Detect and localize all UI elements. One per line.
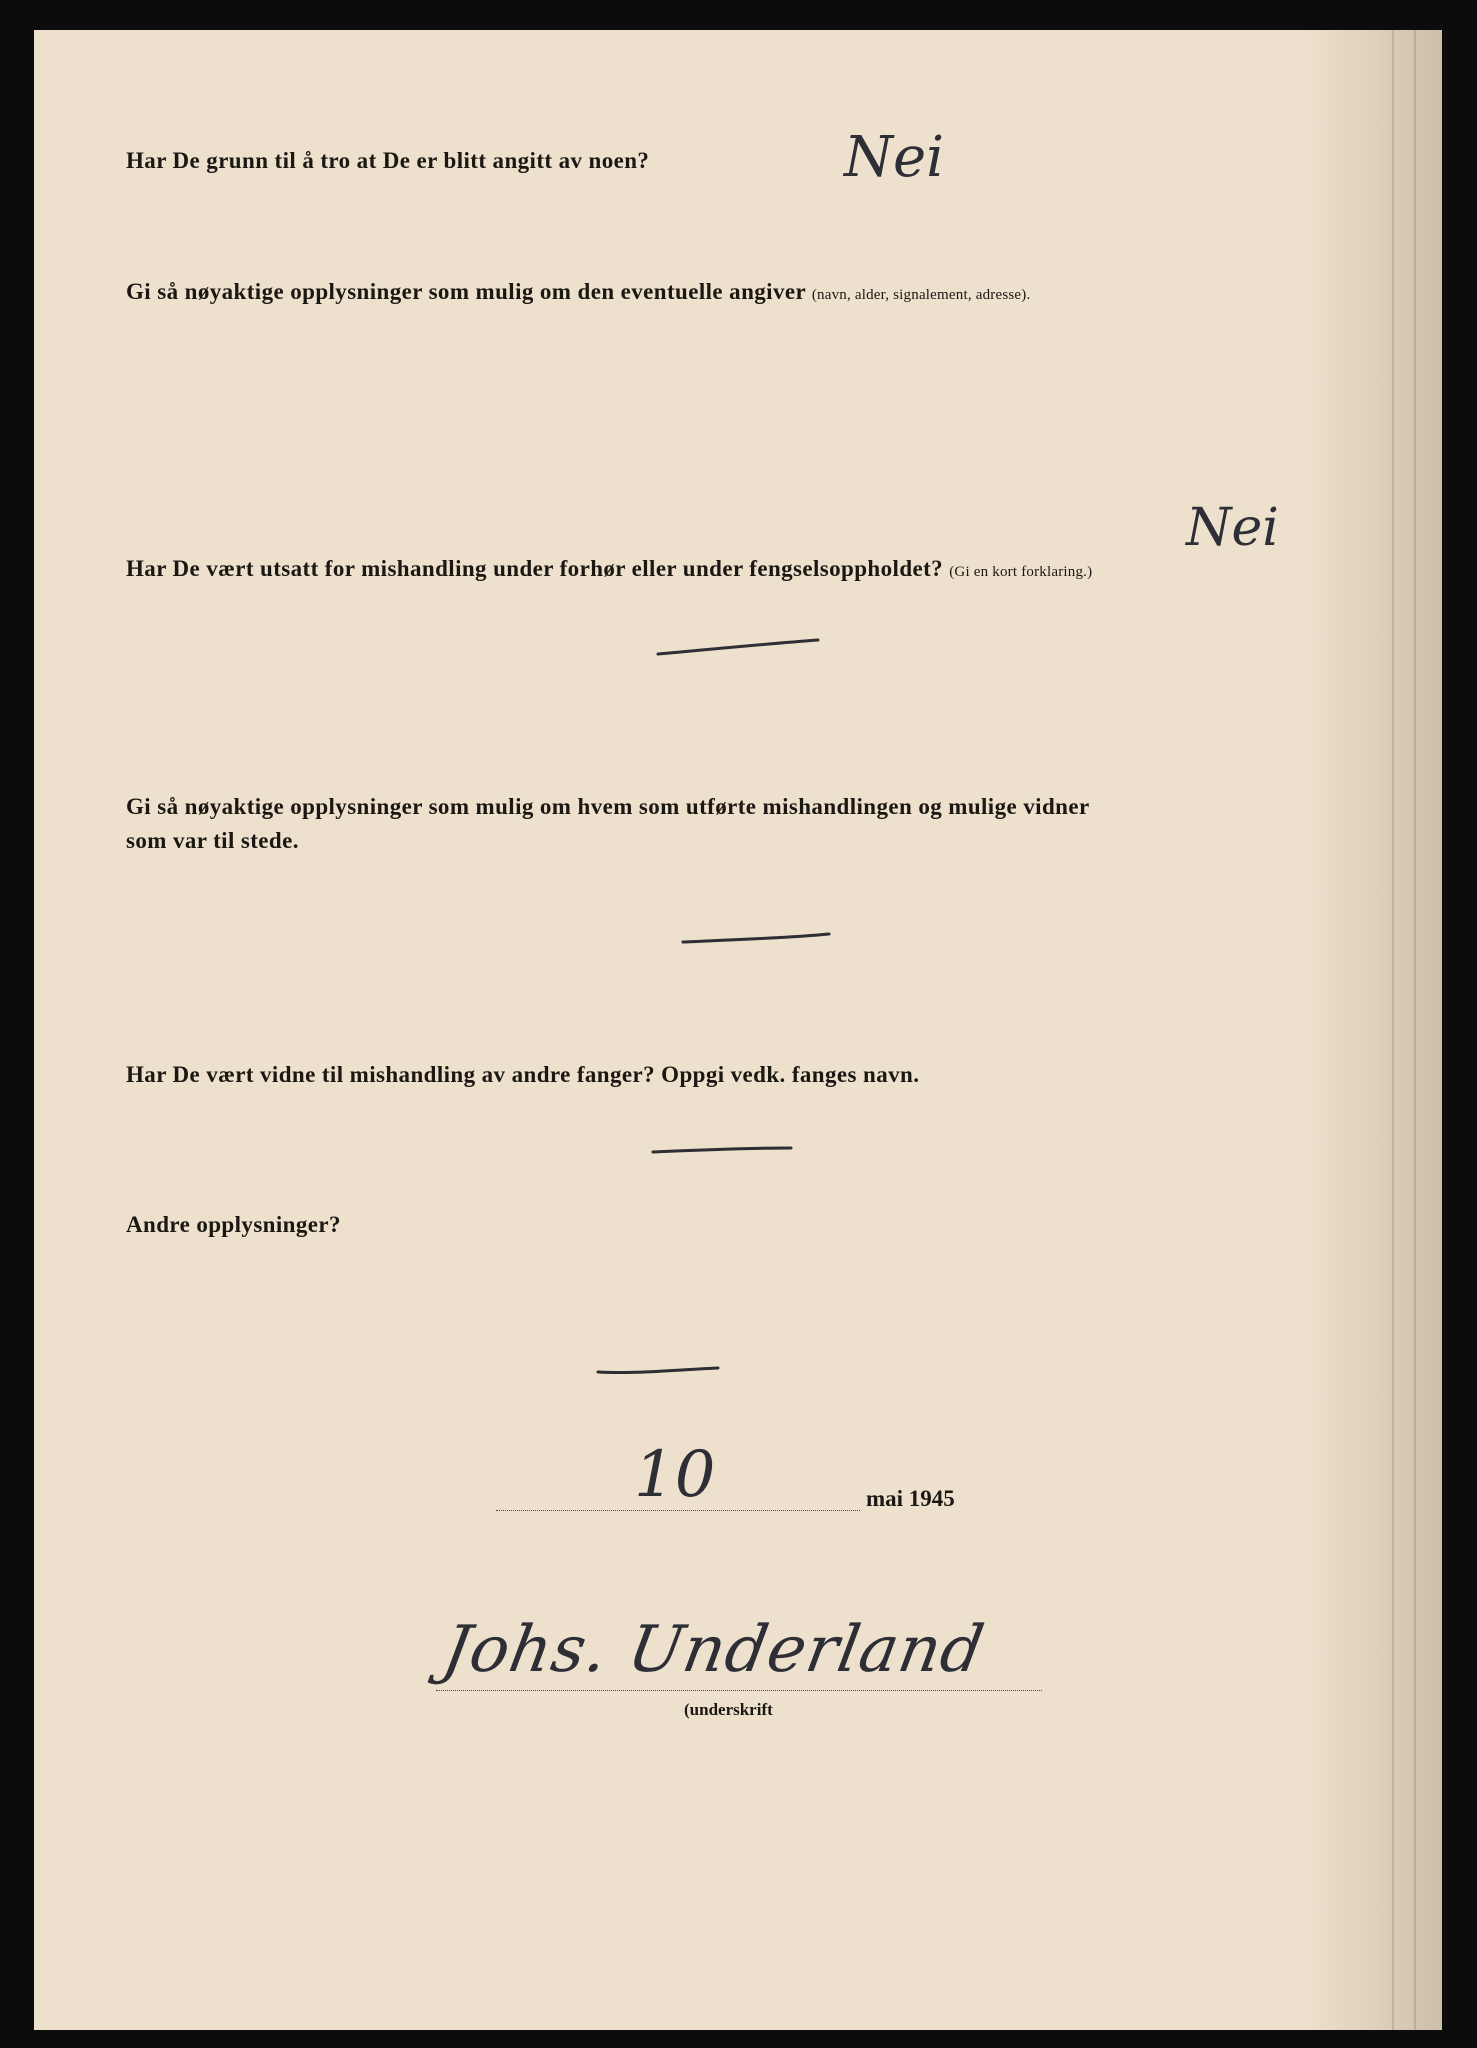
answer-angitt: Nei	[844, 125, 945, 190]
document-page	[34, 30, 1442, 2030]
question-angitt: Har De grunn til å tro at De er blitt angitt av noen?	[126, 148, 650, 173]
question-andre: Andre opplysninger?	[126, 1212, 341, 1237]
question-mishandling-note: (Gi en kort forklaring.)	[949, 564, 1093, 580]
question-vidne: Har De vært vidne til mishandling av andre fanger? Oppgi vedk. fanges navn.	[126, 1062, 920, 1087]
question-utforte-line2: som var til stede.	[126, 828, 299, 853]
page-fold-line	[1392, 30, 1394, 2030]
page-fold-line	[1414, 30, 1416, 2030]
date-month-year: mai 1945	[866, 1486, 955, 1511]
dash-answer-vidne	[649, 1138, 799, 1168]
dash-answer-andre	[594, 1358, 724, 1388]
dash-answer-utforte	[679, 920, 839, 960]
question-angiver	[126, 275, 1030, 312]
signature-label: (underskrift	[684, 1700, 773, 1719]
question-angiver-note: (navn, alder, signalement, adresse).	[811, 287, 1031, 303]
question-mishandling	[126, 552, 1092, 589]
dash-answer-mishandling	[654, 630, 824, 670]
signature-handwritten: Johs. Underland	[437, 1613, 990, 1687]
question-mishandling-text: Har De vært utsatt for mishandling under forhør eller under fengselsoppholdet?	[126, 556, 944, 581]
question-utforte-line1: Gi så nøyaktige opplysninger som mulig om hvem som utførte mishandlingen og mulige vidner	[126, 794, 1090, 819]
date-day: 10	[634, 1438, 716, 1512]
page-edge-shadow	[1302, 30, 1442, 2030]
question-angiver-text: Gi så nøyaktige opplysninger som mulig om den eventuelle angiver	[126, 279, 806, 304]
answer-mishandling: Nei	[1186, 498, 1279, 558]
signature-dotted-line	[436, 1690, 1042, 1691]
